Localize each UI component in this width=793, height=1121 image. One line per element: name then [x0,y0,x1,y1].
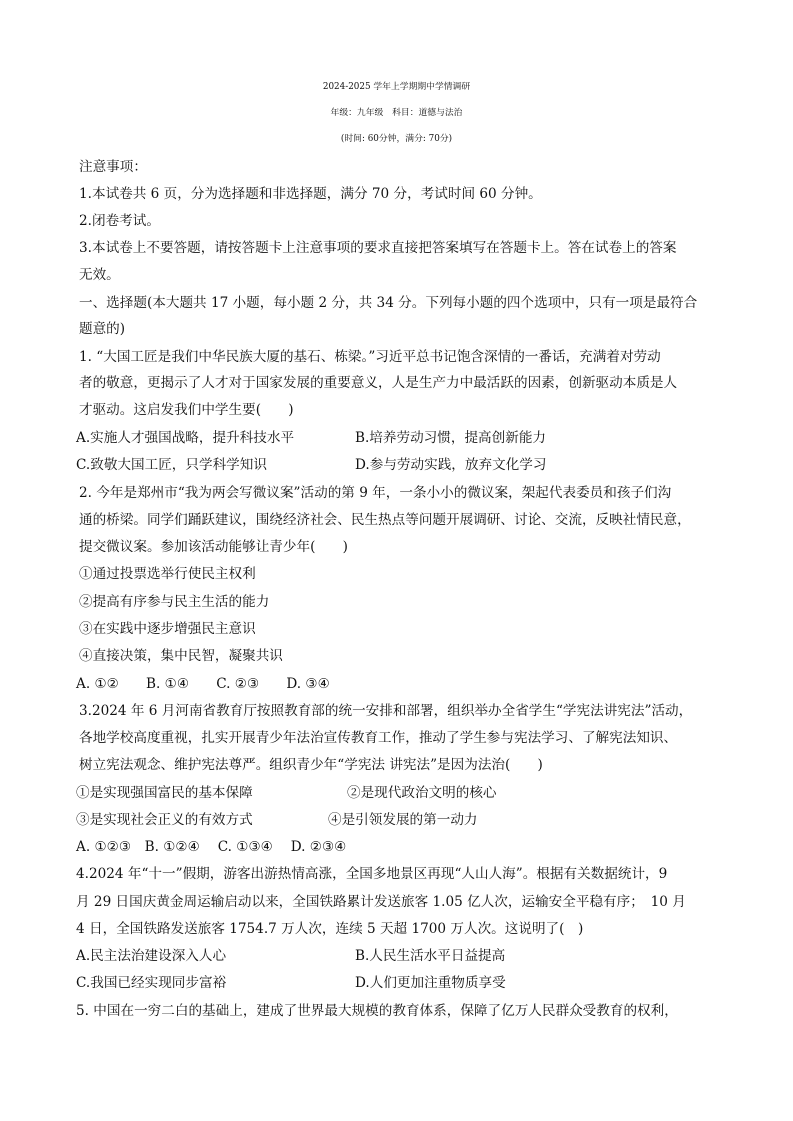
q2-stem-line-1: 2. 今年是郑州市“我为两会写微议案”活动的第 9 年，一条小小的微议案，架起代表委员和孩子们沟 [79,485,672,501]
notice-item-1: 1.本试卷共 6 页，分为选择题和非选择题，满分 70 分，考试时间 60 分钟。 [79,186,542,202]
section-1-heading-line-1: 一、选择题(本大题共 17 小题，每小题 2 分，共 34 分。下列每小题的四个选项中，只有一项是最符合 [79,295,698,311]
q1-option-c: C.致敬大国工匠，只学科学知识 [76,457,267,473]
q1-stem-line-1: 1. “大国工匠是我们中华民族大厦的基石、栋梁。”习近平总书记饱含深情的一番话，充满着对劳动 [79,349,661,365]
exam-subtitle: 年级：九年级 科目：道德与法治 [330,108,463,118]
q3-stem-line-3: 树立宪法观念、维护宪法尊严。组织青少年“学宪法 讲宪法”是因为法治( ) [79,757,543,773]
q3-statement-2: ②是现代政治文明的核心 [347,785,497,801]
q1-stem-line-2: 者的敬意，更揭示了人才对于国家发展的重要意义，人是生产力中最活跃的因素，创新驱动本质是人 [79,375,678,391]
notice-item-3-line-1: 3.本试卷上不要答题，请按答题卡上注意事项的要求直接把答案填写在答题卡上。答在试卷上的答案 [79,240,677,256]
q4-option-b: B.人民生活水平日益提高 [355,948,506,964]
notice-heading: 注意事项： [79,159,147,175]
q1-option-d: D.参与劳动实践，放弃文化学习 [355,457,547,473]
q3-statement-1: ①是实现强国富民的基本保障 [76,785,253,801]
q2-statement-3: ③在实践中逐步增强民主意识 [79,621,256,637]
q3-answer-options: A. ①②③ B. ①②④ C. ①③④ D. ②③④ [76,839,347,855]
exam-title: 2024-2025 学年上学期期中学情调研 [322,82,471,92]
q4-stem-line-2: 月 29 日国庆黄金周运输启动以来，全国铁路累计发送旅客 1.05 亿人次，运输安全平稳有序； 10 月 [76,894,686,910]
notice-item-2: 2.闭卷考试。 [79,213,160,229]
q2-statement-2: ②提高有序参与民主生活的能力 [79,594,270,610]
q3-statement-4: ④是引领发展的第一动力 [328,812,478,828]
q2-stem-line-3: 提交微议案。参加该活动能够让青少年( ) [79,539,348,555]
q4-stem-line-1: 4.2024 年“十一”假期，游客出游热情高涨，全国多地景区再现“人山人海”。根据有关数据统计，9 [76,866,668,882]
q2-statement-1: ①通过投票选举行使民主权利 [79,566,256,582]
q1-option-b: B.培养劳动习惯，提高创新能力 [355,430,547,446]
q3-statement-3: ③是实现社会正义的有效方式 [76,812,253,828]
q4-option-d: D.人们更加注重物质享受 [355,975,506,991]
notice-item-3-line-2: 无效。 [79,267,120,283]
q3-stem-line-2: 各地学校高度重视，扎实开展青少年法治宣传教育工作，推动了学生参与宪法学习、了解宪法知识、 [79,730,678,746]
q1-stem-line-3: 才驱动。这启发我们中学生要( ) [79,402,294,418]
q4-stem-line-3: 4 日，全国铁路发送旅客 1754.7 万人次，连续 5 天超 1700 万人次。这说明了( ) [76,921,584,937]
q3-stem-line-1: 3.2024 年 6 月河南省教育厅按照教育部的统一安排和部署，组织举办全省学生“学宪法讲宪法”活动， [79,703,693,719]
q5-stem-line-1: 5. 中国在一穷二白的基础上，建成了世界最大规模的教育体系，保障了亿万人民群众受教育的权利， [76,1003,678,1019]
q2-stem-line-2: 通的桥梁。同学们踊跃建议，围绕经济社会、民生热点等问题开展调研、讨论、交流，反映社情民意， [79,512,691,528]
q2-answer-options: A. ①② B. ①④ C. ②③ D. ③④ [76,676,330,692]
q4-option-a: A.民主法治建设深入人心 [76,948,227,964]
q4-option-c: C.我国已经实现同步富裕 [76,975,227,991]
q1-option-a: A.实施人才强国战略，提升科技水平 [76,430,295,446]
q2-statement-4: ④直接决策，集中民智，凝聚共识 [79,648,283,664]
exam-time-info: (时间: 60分钟，满分: 70分) [340,134,453,144]
section-1-heading-line-2: 题意的) [79,321,126,337]
